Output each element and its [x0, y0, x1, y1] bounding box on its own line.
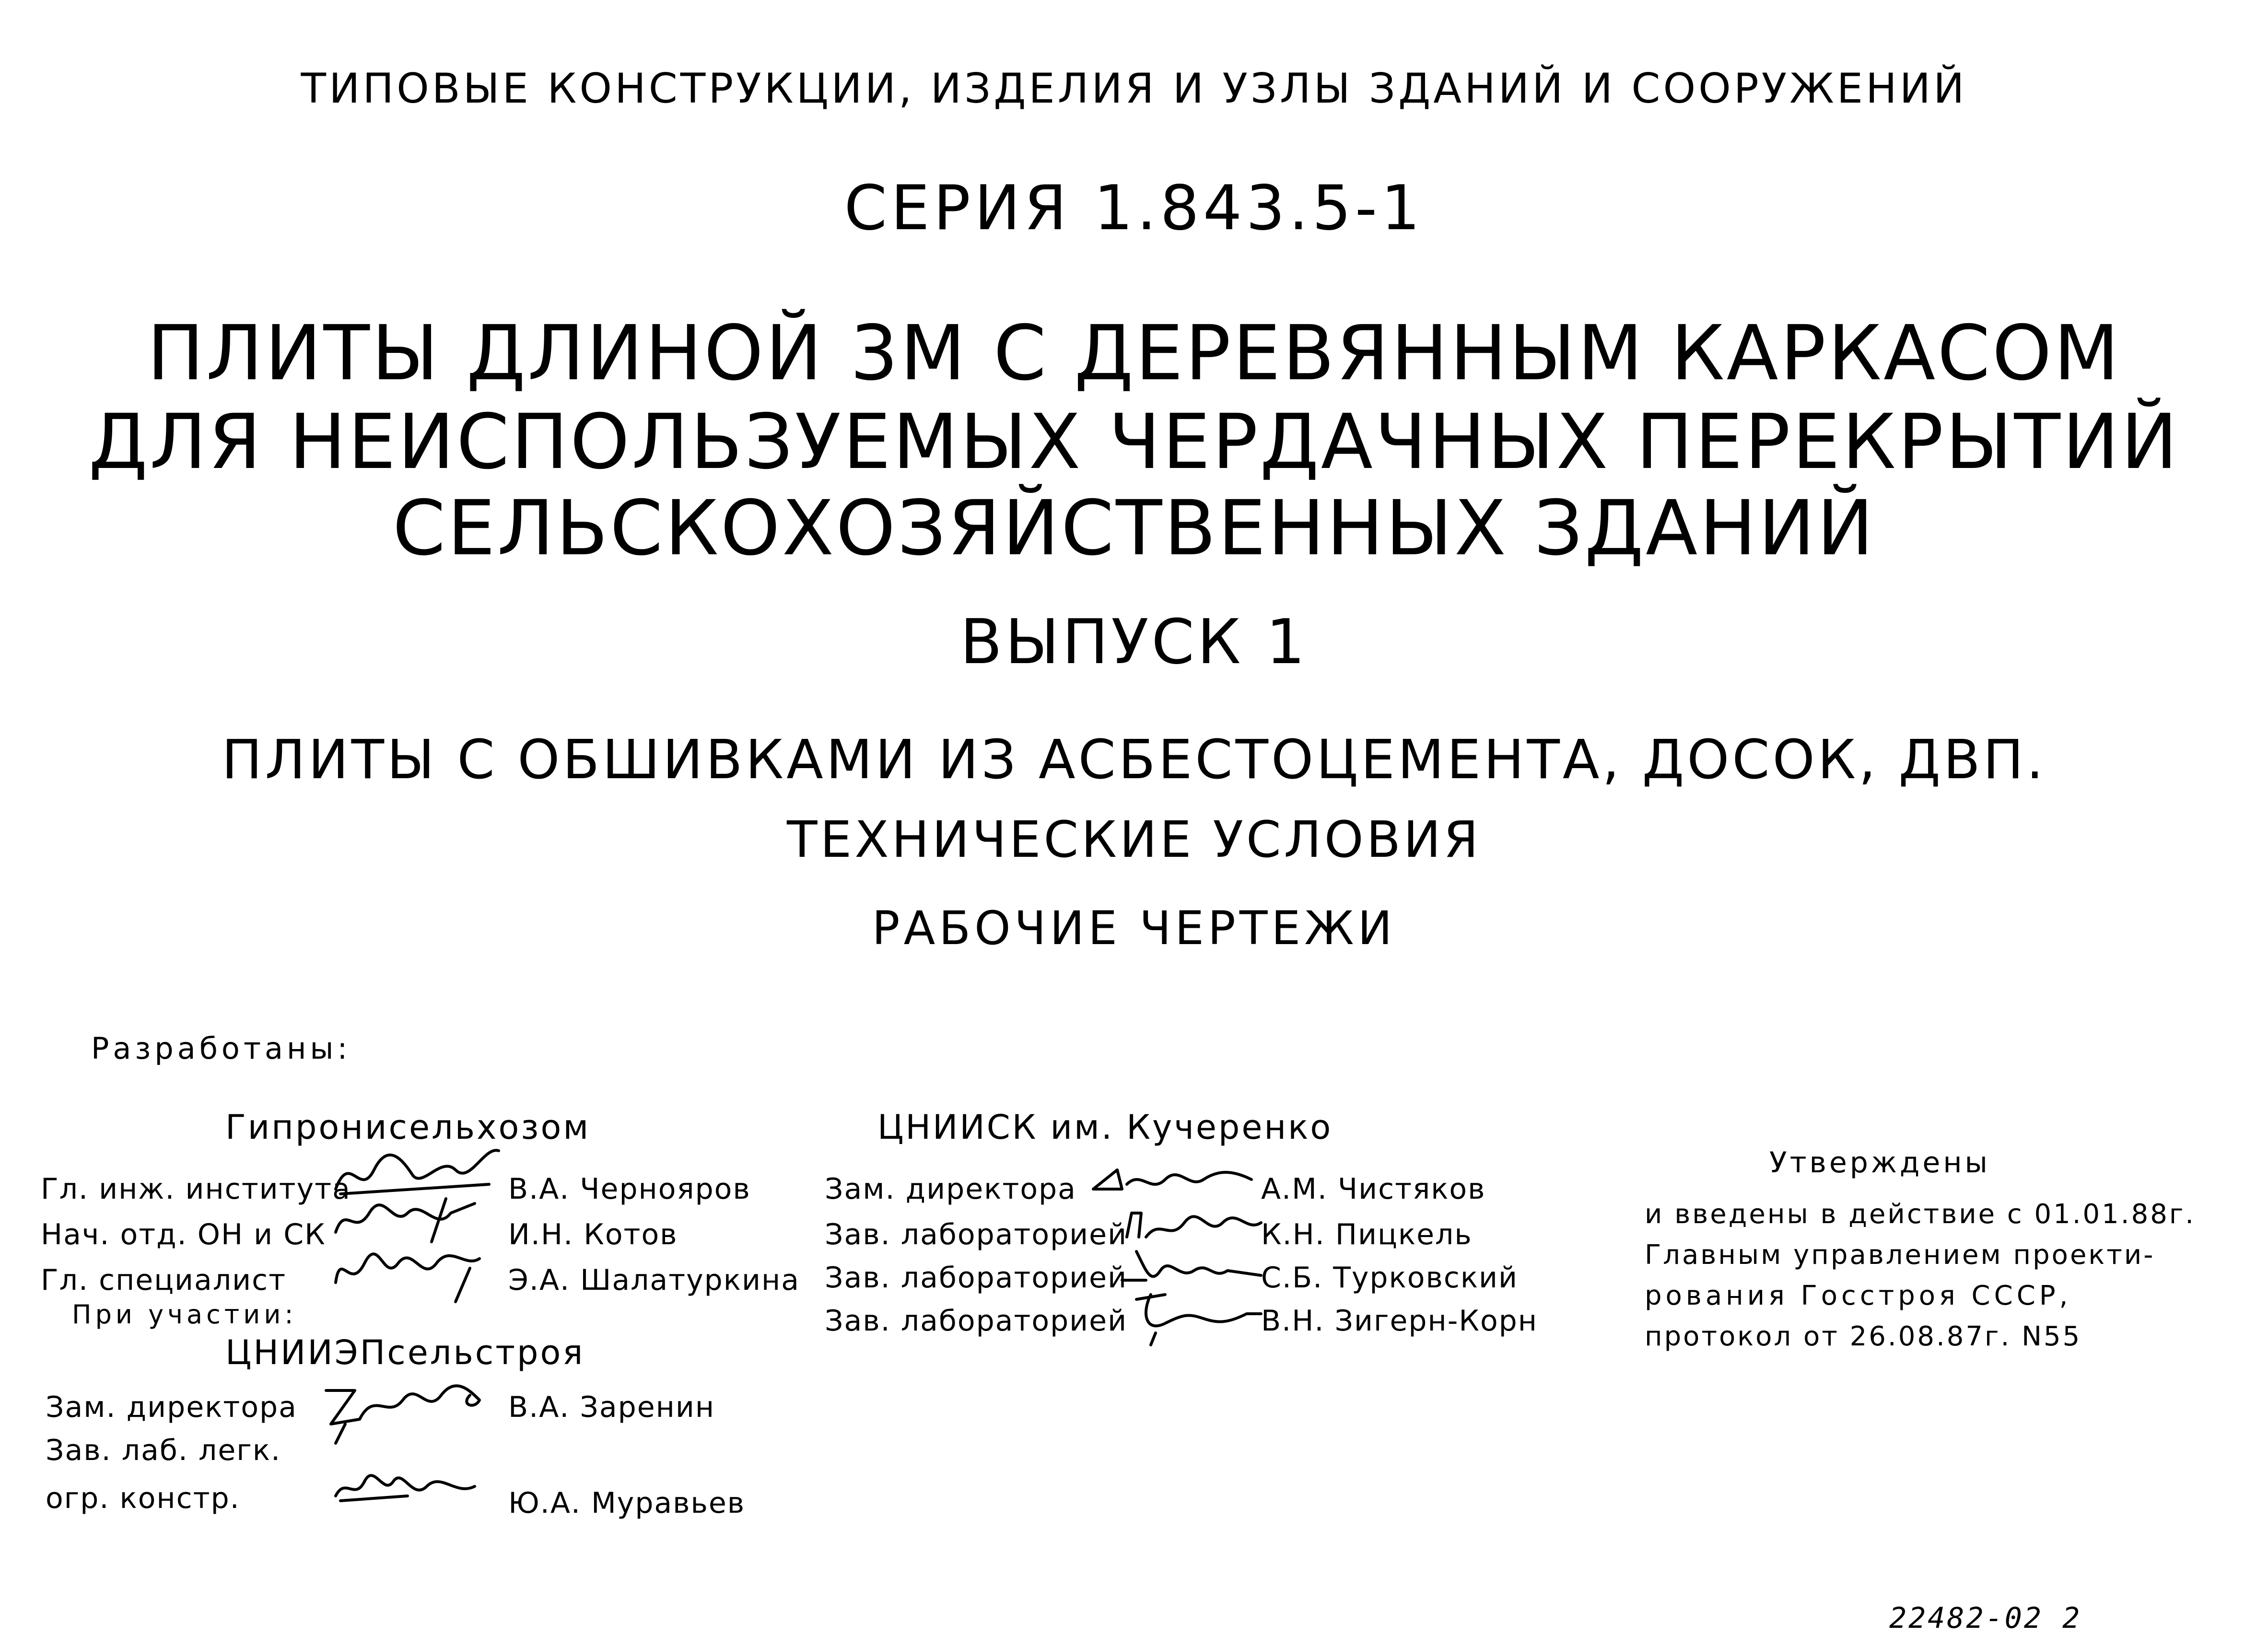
org1-position-2: Нач. отд. ОН и СК	[41, 1218, 326, 1251]
signature-zigern-korn	[1122, 1285, 1266, 1347]
org1-position-3: Гл. специалист	[41, 1263, 287, 1297]
developed-label: Разработаны:	[91, 1031, 351, 1066]
issue-number: ВЫПУСК 1	[960, 607, 1308, 678]
signature-kotov	[331, 1194, 484, 1247]
signature-chistyakov	[1088, 1156, 1261, 1203]
approved-line-1: и введены в действие с 01.01.88г.	[1645, 1199, 2196, 1230]
subtitle-line-3: РАБОЧИЕ ЧЕРТЕЖИ	[872, 901, 1396, 955]
org3-position-1: Зам. директора	[825, 1172, 1076, 1206]
org3-person-3: С.Б. Турковский	[1261, 1261, 1519, 1295]
series-number: СЕРИЯ 1.843.5-1	[844, 173, 1424, 244]
document-code: 22482-02 2	[1889, 1601, 2082, 1635]
org1-person-2: И.Н. Котов	[508, 1218, 678, 1251]
approved-label: Утверждены	[1769, 1146, 1990, 1180]
title-line-2: ДЛЯ НЕИСПОЛЬЗУЕМЫХ ЧЕРДАЧНЫХ ПЕРЕКРЫТИЙ	[88, 398, 2180, 486]
header-top-line: ТИПОВЫЕ КОНСТРУКЦИИ, ИЗДЕЛИЯ И УЗЛЫ ЗДАНИЙ И СООРУЖЕНИЙ	[301, 65, 1967, 113]
org1-person-1: В.А. Чернояров	[508, 1172, 751, 1206]
org1-name: Гипронисельхозом	[225, 1108, 591, 1147]
org3-position-2: Зав. лабораторией	[825, 1218, 1128, 1251]
org3-position-3: Зав. лабораторией	[825, 1261, 1128, 1295]
org3-person-2: К.Н. Пицкель	[1261, 1218, 1473, 1251]
subtitle-line-1: ПЛИТЫ С ОБШИВКАМИ ИЗ АСБЕСТОЦЕМЕНТА, ДОСОК, ДВП.	[222, 729, 2046, 791]
org2-name: ЦНИИЭПсельстроя	[225, 1333, 585, 1372]
participation-label: При участии:	[72, 1299, 297, 1330]
org2-position-3: огр. констр.	[46, 1482, 240, 1515]
title-line-1: ПЛИТЫ ДЛИНОЙ 3М С ДЕРЕВЯННЫМ КАРКАСОМ	[147, 309, 2121, 397]
org2-person-3: Ю.А. Муравьев	[508, 1486, 746, 1520]
org2-position-1: Зам. директора	[46, 1390, 297, 1424]
org3-name: ЦНИИСК им. Кучеренко	[877, 1108, 1333, 1147]
subtitle-line-2: ТЕХНИЧЕСКИЕ УСЛОВИЯ	[787, 810, 1481, 869]
signature-muravyev	[331, 1467, 484, 1510]
signature-zarenin	[316, 1371, 489, 1448]
org3-person-4: В.Н. Зигерн-Корн	[1261, 1304, 1538, 1338]
title-line-3: СЕЛЬСКОХОЗЯЙСТВЕННЫХ ЗДАНИЙ	[392, 484, 1876, 572]
org2-person-1: В.А. Заренин	[508, 1390, 715, 1424]
org2-position-2: Зав. лаб. легк.	[46, 1434, 281, 1467]
org3-person-1: А.М. Чистяков	[1261, 1172, 1486, 1206]
approved-line-2: Главным управлением проекти-	[1645, 1239, 2155, 1271]
approved-line-3: рования Госстроя СССР,	[1645, 1280, 2072, 1311]
org3-position-4: Зав. лабораторией	[825, 1304, 1128, 1338]
org1-person-3: Э.А. Шалатуркина	[508, 1263, 800, 1297]
org1-position-1: Гл. инж. института	[41, 1172, 351, 1206]
signature-shalaturkina	[331, 1239, 489, 1307]
approved-line-4: протокол от 26.08.87г. N55	[1645, 1321, 2082, 1352]
